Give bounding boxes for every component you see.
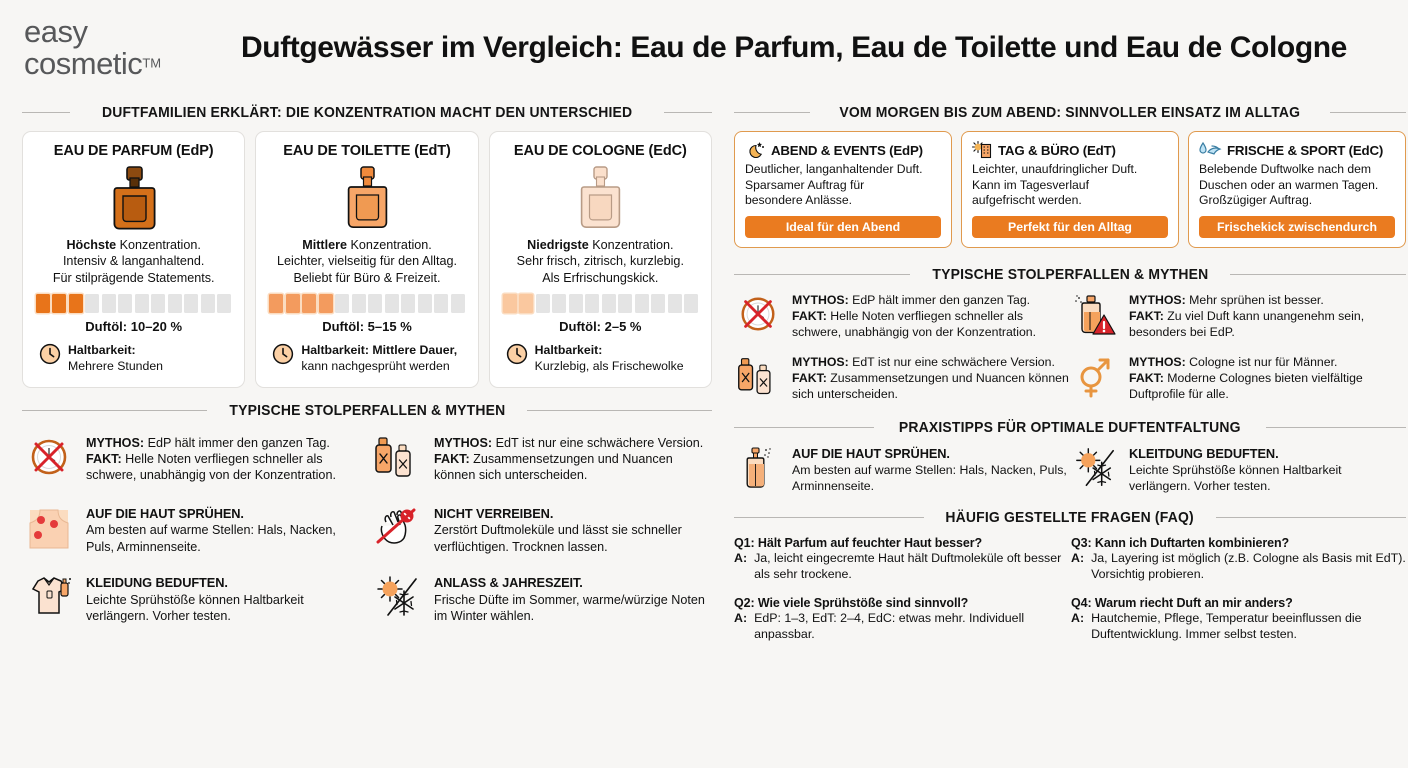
concentration-segment bbox=[401, 294, 415, 313]
desc-line3: Für stilprägende Statements. bbox=[52, 270, 215, 285]
faq-list bbox=[734, 536, 1406, 643]
tip-item bbox=[1071, 446, 1406, 495]
clock-icon bbox=[506, 343, 528, 365]
section-header-myths-right bbox=[734, 266, 1406, 283]
myth-text bbox=[1129, 293, 1406, 341]
perfume-bottle-light-icon bbox=[573, 165, 627, 231]
fact-label: FAKT: bbox=[86, 451, 122, 466]
brand-line-1: easy bbox=[24, 14, 88, 50]
myth-label: MYTHOS: bbox=[792, 293, 849, 308]
tip-body: Leichte Sprühstöße können Haltbarkeit verlängern. Vorher testen. bbox=[1129, 463, 1342, 494]
shirt-spray-icon bbox=[22, 575, 76, 619]
sun-snowflake-icon bbox=[1071, 446, 1119, 490]
faq-item bbox=[734, 536, 1071, 583]
section-title-faq: HÄUFIG GESTELLTE FRAGEN (FAQ) bbox=[945, 509, 1195, 527]
durability-text bbox=[301, 343, 457, 374]
usage-line2: Sparsamer Auftrag für bbox=[745, 177, 865, 192]
type-card-description bbox=[53, 237, 215, 286]
usage-card-fresh[interactable] bbox=[1188, 131, 1406, 248]
usage-line1: Leichter, unaufdringlicher Duft. bbox=[972, 162, 1138, 176]
content-columns bbox=[0, 96, 1408, 643]
fact-content: Zusammensetzungen und Nuancen können sich unterscheiden. bbox=[792, 371, 1069, 402]
usage-card-header bbox=[745, 141, 941, 159]
durability-text bbox=[68, 343, 163, 374]
section-title-types: DUFTFAMILIEN ERKLÄRT: DIE KONZENTRATION MACHT DEN UNTERSCHIED bbox=[101, 104, 633, 121]
myth-content: EdT ist nur eine schwächere Version. bbox=[848, 355, 1055, 370]
durability-label: Haltbarkeit: Mittlere Dauer, bbox=[301, 343, 458, 358]
durability-text bbox=[535, 343, 684, 374]
usage-line2: Duschen oder an warmen Tagen. bbox=[1199, 177, 1379, 192]
rule-left bbox=[734, 112, 810, 113]
concentration-bar-edp bbox=[35, 294, 232, 313]
tip-body: Am besten auf warme Stellen: Hals, Nacken, Puls, Arminnenseite. bbox=[86, 523, 336, 554]
usage-card-header bbox=[1199, 141, 1395, 159]
section-header-types bbox=[22, 104, 712, 121]
type-card-title: EAU DE TOILETTE (EdT) bbox=[283, 143, 451, 159]
concentration-segment bbox=[684, 294, 698, 313]
rule-right bbox=[664, 112, 712, 113]
concentration-segment bbox=[269, 294, 283, 313]
concentration-segment bbox=[536, 294, 550, 313]
concentration-segment bbox=[651, 294, 665, 313]
tip-body: Leichte Sprühstöße können Haltbarkeit verlängern. Vorher testen. bbox=[86, 592, 304, 623]
myth-label: MYTHOS: bbox=[1129, 293, 1186, 308]
faq-answer-row bbox=[734, 551, 1071, 583]
concentration-segment bbox=[569, 294, 583, 313]
concentration-segment bbox=[352, 294, 366, 313]
concentration-segment bbox=[217, 294, 231, 313]
rule-right bbox=[1266, 427, 1406, 428]
usage-line2: Kann im Tagesverlauf bbox=[972, 177, 1089, 192]
type-card-description bbox=[517, 237, 684, 286]
faq-answer-row bbox=[1071, 611, 1406, 643]
usage-card-title: FRISCHE & SPORT (EdC) bbox=[1227, 142, 1384, 158]
rule-right bbox=[1330, 112, 1406, 113]
usage-card-day[interactable] bbox=[961, 131, 1179, 248]
desc-rest: Konzentration. bbox=[116, 238, 201, 252]
desc-line2: Leichter, vielseitig für den Alltag. bbox=[277, 254, 457, 269]
tip-item bbox=[734, 446, 1071, 495]
duftoel-value: Duftöl: 5–15 % bbox=[322, 319, 412, 335]
right-column bbox=[734, 96, 1406, 643]
myths-list-right bbox=[734, 293, 1406, 403]
two-bottles-x-icon bbox=[734, 355, 782, 399]
section-title-usage: VOM MORGEN BIS ZUM ABEND: SINNVOLLER EINSATZ IM ALLTAG bbox=[839, 104, 1301, 121]
durability-row bbox=[268, 343, 457, 374]
durability-value: Kurzlebig, als Frischewolke bbox=[534, 358, 684, 373]
clock-icon bbox=[272, 343, 294, 365]
type-card-description bbox=[277, 237, 457, 286]
section-title-myths-left: TYPISCHE STOLPERFALLEN & MYTHEN bbox=[228, 401, 506, 419]
spray-warning-icon bbox=[1071, 293, 1119, 337]
tip-text bbox=[792, 446, 1069, 495]
concentration-segment bbox=[184, 294, 198, 313]
rule-left bbox=[734, 427, 874, 428]
rule-left bbox=[734, 517, 924, 518]
myth-label: MYTHOS: bbox=[86, 435, 145, 450]
concentration-segment bbox=[503, 294, 517, 313]
clock-crossed-icon bbox=[22, 435, 76, 479]
usage-line1: Deutlicher, langanhaltender Duft. bbox=[745, 162, 923, 176]
myth-label: MYTHOS: bbox=[792, 355, 849, 370]
clock-icon bbox=[39, 343, 61, 365]
concentration-bar-edt bbox=[268, 294, 465, 313]
concentration-segment bbox=[434, 294, 448, 313]
concentration-segment bbox=[385, 294, 399, 313]
faq-answer-label: A: bbox=[1071, 551, 1085, 566]
trademark-symbol: TM bbox=[142, 55, 162, 71]
rule-left bbox=[22, 112, 70, 113]
desc-rest: Konzentration. bbox=[588, 238, 674, 252]
concentration-segment bbox=[118, 294, 132, 313]
tips-list-right bbox=[734, 446, 1406, 495]
faq-question: Q1: Hält Parfum auf feuchter Haut besser? bbox=[734, 536, 983, 551]
myth-item bbox=[1071, 293, 1406, 341]
tip-title: AUF DIE HAUT SPRÜHEN. bbox=[792, 446, 950, 462]
usage-pill-day[interactable]: Perfekt für den Alltag bbox=[972, 216, 1168, 238]
concentration-segment bbox=[286, 294, 300, 313]
rule-left bbox=[22, 410, 207, 411]
myth-content: EdP hält immer den ganzen Tag. bbox=[848, 293, 1031, 308]
fact-label: FAKT: bbox=[434, 451, 470, 466]
type-card-title: EAU DE COLOGNE (EdC) bbox=[513, 143, 687, 159]
concentration-segment bbox=[168, 294, 182, 313]
usage-line3: Großzügiger Auftrag. bbox=[1199, 193, 1313, 208]
concentration-bar-edc bbox=[502, 294, 699, 313]
no-rubbing-hands-icon bbox=[370, 506, 424, 550]
usage-card-body bbox=[1199, 162, 1395, 209]
clock-crossed-icon bbox=[734, 293, 782, 335]
faq-item bbox=[1071, 536, 1406, 583]
concentration-segment bbox=[602, 294, 616, 313]
rule-right bbox=[527, 410, 712, 411]
tip-body: Zerstört Duftmoleküle und lässt sie schneller verflüchtigen. Trocknen lassen. bbox=[434, 523, 682, 554]
desc-line3: Beliebt für Büro & Freizeit. bbox=[293, 270, 441, 285]
desc-line3: Als Erfrischungskick. bbox=[542, 270, 659, 285]
faq-answer-label: A: bbox=[1071, 610, 1085, 625]
usage-pill-evening[interactable]: Ideal für den Abend bbox=[745, 216, 941, 238]
faq-question: Q4: Warum riecht Duft an mir anders? bbox=[1071, 595, 1293, 610]
faq-answer-text: Ja, leicht eingecremte Haut hält Duftmoleküle oft besser als sehr trockene. bbox=[754, 551, 1062, 581]
tip-text bbox=[86, 575, 358, 624]
two-bottles-x-icon bbox=[370, 435, 424, 481]
myth-content: Cologne ist nur für Männer. bbox=[1185, 355, 1338, 370]
tip-title: NICHT VERREIBEN. bbox=[434, 505, 554, 521]
tip-text bbox=[86, 506, 358, 555]
desc-rest: Konzentration. bbox=[347, 238, 432, 252]
section-header-myths-left bbox=[22, 402, 712, 419]
concentration-segment bbox=[85, 294, 99, 313]
type-card-edc[interactable] bbox=[489, 131, 712, 388]
faq-answer-row bbox=[734, 611, 1071, 643]
fact-content: Zusammensetzungen und Nuancen können sich unterscheiden. bbox=[434, 451, 673, 483]
fact-label: FAKT: bbox=[792, 309, 827, 324]
perfume-bottle-dark-icon bbox=[107, 165, 161, 231]
concentration-segment bbox=[451, 294, 465, 313]
fact-label: FAKT: bbox=[1129, 371, 1164, 386]
concentration-segment bbox=[69, 294, 83, 313]
durability-row bbox=[35, 343, 163, 374]
section-header-tips bbox=[734, 419, 1406, 436]
sun-office-icon bbox=[972, 141, 992, 159]
brand-logo bbox=[24, 16, 224, 79]
usage-cards bbox=[734, 131, 1406, 248]
moon-stars-icon bbox=[745, 141, 765, 159]
myth-item bbox=[22, 435, 370, 484]
durability-row bbox=[502, 343, 684, 374]
page-title: Duftgewässer im Vergleich: Eau de Parfum, Eau de Toilette und Eau de Cologne bbox=[241, 31, 1347, 64]
tip-body: Frische Düfte im Sommer, warme/würzige Noten im Winter wählen. bbox=[434, 592, 705, 623]
faq-item bbox=[1071, 596, 1406, 643]
rule-right bbox=[1230, 274, 1406, 275]
duftoel-value: Duftöl: 10–20 % bbox=[85, 319, 183, 335]
left-column bbox=[22, 96, 712, 643]
duftoel-value: Duftöl: 2–5 % bbox=[559, 319, 642, 335]
concentration-segment bbox=[585, 294, 599, 313]
faq-answer-row bbox=[1071, 551, 1406, 583]
faq-question: Q2: Wie viele Sprühstöße sind sinnvoll? bbox=[734, 595, 969, 610]
usage-card-title: ABEND & EVENTS (EdP) bbox=[771, 142, 923, 158]
usage-card-body bbox=[745, 162, 941, 209]
fact-content: Helle Noten verfliegen schneller als schwere, unabhängig von der Konzentration. bbox=[792, 309, 1037, 340]
tip-item bbox=[22, 506, 370, 555]
section-title-myths-right: TYPISCHE STOLPERFALLEN & MYTHEN bbox=[931, 266, 1209, 284]
water-splash-icon bbox=[1199, 141, 1221, 159]
myth-label: MYTHOS: bbox=[434, 435, 493, 450]
myth-item bbox=[1071, 355, 1406, 403]
concentration-segment bbox=[135, 294, 149, 313]
tip-title: ANLASS & JAHRESZEIT. bbox=[434, 574, 583, 590]
perfume-bottle-medium-icon bbox=[340, 165, 394, 231]
spray-bottle-icon bbox=[734, 446, 782, 490]
concentration-segment bbox=[335, 294, 349, 313]
tip-title: KLEITDUNG BEDUFTEN. bbox=[1129, 446, 1279, 462]
faq-answer-text: Hautchemie, Pflege, Temperatur beeinflussen die Duftentwicklung. Immer selbst testen. bbox=[1091, 610, 1362, 641]
usage-line1: Belebende Duftwolke nach dem bbox=[1199, 162, 1372, 176]
concentration-segment bbox=[302, 294, 316, 313]
tip-text bbox=[434, 506, 706, 555]
myth-item bbox=[734, 355, 1071, 403]
faq-answer-label: A: bbox=[734, 551, 748, 566]
concentration-segment bbox=[519, 294, 533, 313]
tip-body: Am besten auf warme Stellen: Hals, Nacken, Puls, Arminnenseite. bbox=[792, 463, 1067, 494]
tips-list-left bbox=[22, 506, 712, 625]
fact-label: FAKT: bbox=[792, 371, 827, 386]
usage-line3: besondere Anlässe. bbox=[745, 193, 853, 208]
type-card-edp[interactable] bbox=[22, 131, 245, 388]
tip-item bbox=[22, 575, 370, 624]
concentration-segment bbox=[201, 294, 215, 313]
page-header bbox=[0, 0, 1408, 96]
myth-text bbox=[434, 435, 704, 484]
myth-content: EdP hält immer den ganzen Tag. bbox=[144, 435, 330, 450]
myth-text bbox=[792, 293, 1069, 341]
usage-card-header bbox=[972, 141, 1168, 159]
concentration-segment bbox=[36, 294, 50, 313]
concentration-segment bbox=[319, 294, 333, 313]
durability-value: Mehrere Stunden bbox=[68, 358, 164, 373]
concentration-segment bbox=[618, 294, 632, 313]
neck-pulse-points-icon bbox=[22, 506, 76, 552]
usage-line3: aufgefrischt werden. bbox=[972, 193, 1082, 208]
myth-content: EdT ist nur eine schwächere Version. bbox=[492, 435, 704, 450]
faq-answer-text: EdP: 1–3, EdT: 2–4, EdC: etwas mehr. Individuell anpassbar. bbox=[754, 610, 1025, 641]
tip-text bbox=[1129, 446, 1406, 495]
section-title-tips: PRAXISTIPPS FÜR OPTIMALE DUFTENTFALTUNG bbox=[899, 419, 1241, 437]
usage-card-body bbox=[972, 162, 1168, 209]
concentration-segment bbox=[552, 294, 566, 313]
myth-label: MYTHOS: bbox=[1129, 355, 1186, 370]
gender-symbol-icon bbox=[1071, 355, 1119, 399]
myth-content: Mehr sprühen ist besser. bbox=[1185, 293, 1324, 308]
fragrance-type-cards bbox=[22, 131, 712, 388]
concentration-segment bbox=[635, 294, 649, 313]
fact-content: Zu viel Duft kann unangenehm sein, besonders bei EdP. bbox=[1129, 309, 1365, 340]
tip-item bbox=[370, 575, 712, 624]
tip-title: AUF DIE HAUT SPRÜHEN. bbox=[86, 505, 244, 521]
myth-item bbox=[370, 435, 712, 484]
desc-line2: Intensiv & langanhaltend. bbox=[62, 254, 205, 269]
usage-card-evening[interactable] bbox=[734, 131, 952, 248]
tip-item bbox=[370, 506, 712, 555]
concentration-segment bbox=[368, 294, 382, 313]
faq-question: Q3: Kann ich Duftarten kombinieren? bbox=[1071, 536, 1290, 551]
myths-list-left bbox=[22, 435, 712, 484]
myth-text bbox=[792, 355, 1069, 403]
type-card-edt[interactable] bbox=[255, 131, 478, 388]
rule-left bbox=[734, 274, 910, 275]
myth-text bbox=[1129, 355, 1406, 403]
usage-pill-fresh[interactable]: Frischekick zwischendurch bbox=[1199, 216, 1395, 238]
rule-right bbox=[1216, 517, 1406, 518]
durability-value: kann nachgesprüht werden bbox=[301, 358, 450, 373]
myth-item bbox=[734, 293, 1071, 341]
faq-answer-label: A: bbox=[734, 610, 748, 625]
desc-bold: Niedrigste bbox=[527, 238, 589, 252]
concentration-segment bbox=[418, 294, 432, 313]
concentration-segment bbox=[151, 294, 165, 313]
faq-item bbox=[734, 596, 1071, 643]
durability-label: Haltbarkeit: bbox=[534, 343, 603, 358]
fact-content: Helle Noten verfliegen schneller als schwere, unabhängig von der Konzentration. bbox=[86, 451, 336, 483]
desc-bold: Mittlere bbox=[302, 238, 348, 252]
tip-title: KLEIDUNG BEDUFTEN. bbox=[86, 574, 228, 590]
usage-card-title: TAG & BÜRO (EdT) bbox=[998, 142, 1116, 158]
tip-text bbox=[434, 575, 706, 624]
section-header-usage bbox=[734, 104, 1406, 121]
sun-snowflake-icon bbox=[370, 575, 424, 619]
concentration-segment bbox=[668, 294, 682, 313]
myth-text bbox=[86, 435, 356, 484]
faq-answer-text: Ja, Layering ist möglich (z.B. Cologne als Basis mit EdT). Vorsichtig probieren. bbox=[1091, 551, 1406, 581]
type-card-title: EAU DE PARFUM (EdP) bbox=[53, 143, 214, 159]
concentration-segment bbox=[102, 294, 116, 313]
fact-content: Moderne Colognes bieten vielfältige Duftprofile für alle. bbox=[1129, 371, 1363, 402]
desc-line2: Sehr frisch, zitrisch, kurzlebig. bbox=[516, 254, 684, 269]
durability-label: Haltbarkeit: bbox=[68, 343, 136, 358]
brand-line-2: cosmetic bbox=[24, 46, 143, 81]
fact-label: FAKT: bbox=[1129, 309, 1164, 324]
desc-bold: Höchste bbox=[66, 238, 117, 252]
section-header-faq bbox=[734, 509, 1406, 526]
concentration-segment bbox=[52, 294, 66, 313]
